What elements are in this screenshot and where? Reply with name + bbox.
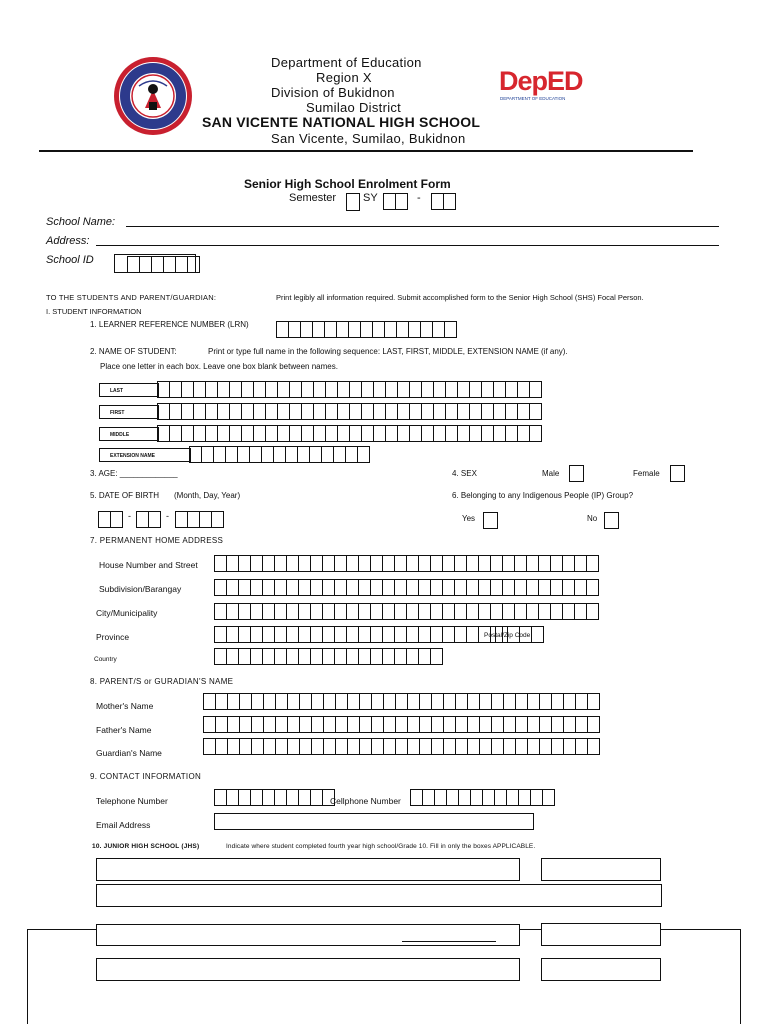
last-name-tag: LAST	[99, 383, 159, 397]
ip-no-checkbox[interactable]	[604, 512, 619, 529]
header-line-4: Sumilao District	[306, 100, 402, 115]
female-checkbox[interactable]	[670, 465, 685, 482]
father-boxes[interactable]	[203, 716, 599, 733]
father-label: Father's Name	[96, 725, 152, 735]
header-line-3: Division of Bukidnon	[271, 85, 395, 100]
country-boxes[interactable]	[214, 648, 442, 665]
middle-name-tag: MIDDLE	[99, 427, 159, 441]
deped-logo-text: DepED	[499, 66, 583, 96]
name-instruction-2: Place one letter in each box. Leave one box blank between names.	[100, 362, 338, 371]
province-label: Province	[96, 632, 130, 642]
guardian-boxes[interactable]	[203, 738, 599, 755]
email-input[interactable]	[214, 813, 534, 830]
zip-code-field[interactable]	[495, 626, 543, 643]
header-line-2: Region X	[316, 70, 372, 85]
jhs-label: 10. JUNIOR HIGH SCHOOL (JHS)	[92, 843, 200, 850]
male-checkbox[interactable]	[569, 465, 584, 482]
instructions-heading: TO THE STUDENTS AND PARENT/GUARDIAN:	[46, 293, 217, 302]
sex-label: 4. SEX	[452, 469, 477, 478]
city-boxes[interactable]	[214, 603, 598, 620]
dob-dash-1: -	[128, 511, 131, 521]
address-line[interactable]	[96, 245, 719, 246]
header-divider	[39, 150, 693, 152]
male-label: Male	[542, 469, 560, 478]
parents-label: 8. PARENT/S or GURADIAN'S NAME	[90, 677, 234, 686]
dob-dash-2: -	[166, 511, 169, 521]
lrn-boxes[interactable]	[276, 321, 456, 338]
house-boxes[interactable]	[214, 555, 598, 572]
deped-logo-subtext: DEPARTMENT OF EDUCATION	[500, 96, 566, 101]
dob-day-boxes[interactable]	[136, 511, 160, 528]
female-label: Female	[633, 469, 660, 478]
name-instruction-1: Print or type full name in the following sequence: LAST, FIRST, MIDDLE, EXTENSION NAME (if any).	[208, 347, 568, 356]
house-label: House Number and Street	[99, 560, 198, 570]
province-boxes[interactable]	[214, 626, 502, 643]
jhs-average-underline	[402, 941, 496, 942]
email-label: Email Address	[96, 820, 151, 830]
jhs-school-name-box[interactable]	[96, 858, 520, 881]
school-name-header: SAN VICENTE NATIONAL HIGH SCHOOL	[202, 114, 481, 130]
first-name-tag: FIRST	[99, 405, 159, 419]
city-label: City/Municipality	[96, 608, 158, 618]
zip-label: Postal/Zip Code	[484, 632, 531, 639]
form-title: Senior High School Enrolment Form	[244, 177, 451, 191]
jhs-instruction: Indicate where student completed fourth year high school/Grade 10. Fill in only the boxes APPLICABLE.	[226, 843, 536, 850]
mother-label: Mother's Name	[96, 701, 154, 711]
subdivision-label: Subdivision/Barangay	[99, 584, 182, 594]
telephone-label: Telephone Number	[96, 796, 168, 806]
dob-label: 5. DATE OF BIRTH	[90, 491, 160, 500]
school-id-label: School ID	[46, 254, 94, 266]
ip-label: 6. Belonging to any Indigenous People (IP) Group?	[452, 491, 634, 500]
extension-name-boxes[interactable]	[189, 446, 369, 463]
instructions-text: Print legibly all information required. Submit accomplished form to the Senior High School (SHS) Focal Person.	[276, 293, 644, 302]
school-name-line[interactable]	[126, 226, 719, 227]
school-seal-logo	[113, 56, 193, 136]
jhs-general-average-box[interactable]	[96, 924, 520, 946]
first-name-boxes[interactable]	[157, 403, 541, 420]
sy-end-boxes[interactable]	[431, 193, 455, 210]
lrn-label: 1. LEARNER REFERENCE NUMBER (LRN)	[90, 320, 249, 329]
subdivision-boxes[interactable]	[214, 579, 598, 596]
guardian-label: Guardian's Name	[96, 748, 162, 758]
cellphone-label: Cellphone Number	[330, 796, 401, 806]
ip-yes-label: Yes	[462, 514, 476, 523]
dob-year-boxes[interactable]	[175, 511, 223, 528]
school-address-header: San Vicente, Sumilao, Bukidnon	[271, 131, 466, 146]
middle-name-boxes[interactable]	[157, 425, 541, 442]
address-label: Address:	[46, 235, 90, 247]
dob-format: (Month, Day, Year)	[174, 491, 241, 500]
jhs-extra-box-1[interactable]	[96, 958, 520, 981]
ip-no-label: No	[587, 514, 598, 523]
country-label: Country	[94, 656, 117, 663]
sy-dash: -	[417, 192, 421, 204]
jhs-school-address-box[interactable]	[96, 884, 662, 907]
contact-label: 9. CONTACT INFORMATION	[90, 772, 202, 781]
deped-logo	[499, 66, 583, 106]
name-label: 2. NAME OF STUDENT:	[90, 347, 177, 356]
school-id-boxes[interactable]	[114, 254, 196, 273]
ip-yes-checkbox[interactable]	[483, 512, 498, 529]
semester-box[interactable]	[346, 193, 360, 211]
dob-month-boxes[interactable]	[98, 511, 122, 528]
mother-boxes[interactable]	[203, 693, 599, 710]
jhs-year-completed-box[interactable]	[541, 923, 661, 946]
telephone-boxes[interactable]	[214, 789, 334, 806]
cellphone-boxes[interactable]	[410, 789, 554, 806]
semester-label: Semester	[289, 192, 337, 204]
age-label[interactable]: 3. AGE: _____________	[90, 469, 178, 478]
extension-name-tag: EXTENSION NAME	[99, 448, 191, 462]
school-name-label: School Name:	[46, 216, 116, 228]
sy-start-boxes[interactable]	[383, 193, 407, 210]
section-student-info: I. STUDENT INFORMATION	[46, 307, 142, 316]
last-name-boxes[interactable]	[157, 381, 541, 398]
header-line-1: Department of Education	[271, 55, 422, 70]
jhs-school-id-box[interactable]	[541, 858, 661, 881]
home-address-label: 7. PERMANENT HOME ADDRESS	[90, 536, 224, 545]
sy-label: SY	[363, 192, 378, 204]
jhs-extra-box-2[interactable]	[541, 958, 661, 981]
